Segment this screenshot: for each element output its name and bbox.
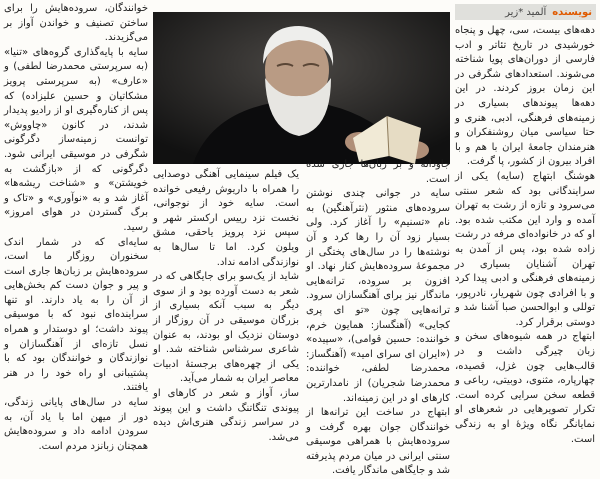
paragraph: یک فیلم سینمایی آهنگی دوصدایی را همراه با داریوش رفیعی خوانده است. سایه خود از نوجوانی، نخست نزد رییس ارکستر شهر و سپس نزد پرویز یاحقی، مشق ویلون کرد. اما تا سال‌ها به نوازندگی ادامه نداد.	[153, 169, 299, 268]
author-label: نویسنده	[552, 6, 592, 18]
paragraph: ابتهاج در همه شیوه‌های سخن و زبان چیرگی داشت و در قالب‌هایی چون غزل، قصیده، چهارپاره، مثنوی، دوبیتی، رباعی و قطعه سخن سرایی کرده است. تکرار تصویرهایی در شعرهای او نمایانگر نگاه ویژهٔ او به زندگی است.	[455, 331, 595, 445]
paragraph: هوشنگ ابتهاج (سایه) یکی از سرایندگانی بود که شعر سنتی می‌سرود و تازه از رشت به تهران آمده و وارد این مکتب شده بود. او که در خانواده‌ای مرفه در رشت زاده شده بود، پس از آمدن به تهران آشنایان بسیاری در زمینه‌های فرهنگی و ادبی پیدا کرد و با افرادی چون شهریار، نادرپور، توللی و ابوالحسن صبا آشنا شد و دوستی برقرار کرد.	[455, 170, 595, 328]
text-column-middle-left	[153, 168, 299, 443]
paragraph: ساز، آواز و شعر در کارهای او پیوندی تنگاتنگ داشت و این پیوند در سراسر زندگی هنری‌اش دیده می‌شد.	[153, 387, 299, 443]
text-column-middle-right	[306, 158, 450, 477]
author-byline	[455, 4, 596, 20]
paragraph: دهه‌های بیست، سی، چهل و پنجاه خورشیدی در تاریخ تئاتر و ادب فارسی از دوران‌های پویا شناخته می‌شوند. استعدادهای شگرفی در این زمان بروز کردند. در این دهه‌ها پیوندهای بسیاری در زمینه‌های فرهنگی، ادبی، هنری و حتا سیاسی میان روشنفکران و هنرمندان جامعهٔ ایران با هم و با افراد بیرون از کشور، پا گرفت.	[455, 25, 595, 168]
paragraph: سایه با پایه‌گذاری گروه‌های «تنیا» (به سرپرستی محمدرضا لطفی) و «عارف» (به سرپرستی پرویز مشکاتیان و حسین علیزاده) که پس از کناره‌گیری او از رادیو پدیدار شدند، در کانون «چاووش» توانست زمینه‌ساز دگرگونی شگرفی در موسیقی ایرانی شود. دگرگونی که از «بازگشت به خویشتن» و «شناخت ریشه‌ها» آغاز شد و به «نوآوری» و «تاک و برگ گستردن در هوای امروز» رسید.	[4, 46, 148, 233]
paragraph: سایه در سال‌های پایانی زندگی، دور از میهن اما با یاد آن، به سرودن ادامه داد و سروده‌هایش همچنان زبانزد مردم است.	[4, 397, 148, 452]
text-column-right	[455, 24, 595, 445]
paragraph: ابتهاج در ساخت این ترانه‌ها از خوانندگان جوان بهره گرفت و سروده‌هایش با همراهی موسیقی سنتی ایرانی در میان مردم پذیرفته شد و جایگاهی ماندگار یافت.	[306, 407, 450, 477]
paragraph: سایه در جوانی چندی نوشتن سروده‌های منثور (نثرآهنگین) به نام «تسنیم» را آغاز کرد. ولی بسیار زود آن را رها کرد و آن نوشته‌ها را در سال‌های پختگی از مجموعهٔ سروده‌هایش کنار نهاد. او افزون بر سروده، ترانه‌هایی ماندگار نیز برای آهنگسازان سرود. ترانه‌هایی چون «تو ای پری کجایی» (آهنگساز: همایون خرم، خواننده: حسین قوامی)، «سپیده» («ایران ای سرای امید» (آهنگساز: محمدرضا لطفی، خواننده: محمدرضا شجریان) از نامدارترین کارهای او در این زمینه‌اند.	[306, 188, 450, 404]
portrait-illustration	[153, 12, 450, 164]
author-name: آلمید *زیر	[505, 6, 547, 18]
article-photo	[153, 12, 450, 164]
text-column-left	[4, 2, 148, 452]
paragraph: خوانندگان، سروده‌هایش را برای ساختن تصنیف و خواندن آواز بر می‌گزیدند.	[4, 3, 148, 44]
paragraph: سایه‌ای که در شمار اندک سخنوران روزگار ما است، سروده‌هایش بر زبان‌ها جاری است و پیر و جوان دست کم بخش‌هایی از آن را به یاد دارند. او تنها سراینده‌ای نبود که با موسیقی پیوند داشت؛ او دوستدار و همراه نسل تازه‌ای از آهنگسازان و نوازندگان و خوانندگان بود که با پشتیبانی او راه خود را در هنر یافتند.	[4, 236, 148, 394]
paragraph: جاودانه و بر زبان‌ها جاری شده است.	[306, 159, 450, 185]
paragraph: شاید از یک‌سو برای جایگاهی که در شعر به دست آورده بود و از سوی دیگر به سبب آنکه بسیاری از بزرگان موسیقی در آن روزگار از دوستان نزدیک او بودند، به عنوان شاعری سرشناس شناخته شد. او یکی از چهره‌های برجستهٔ ادبیات معاصر ایران به شمار می‌آید.	[153, 271, 299, 385]
